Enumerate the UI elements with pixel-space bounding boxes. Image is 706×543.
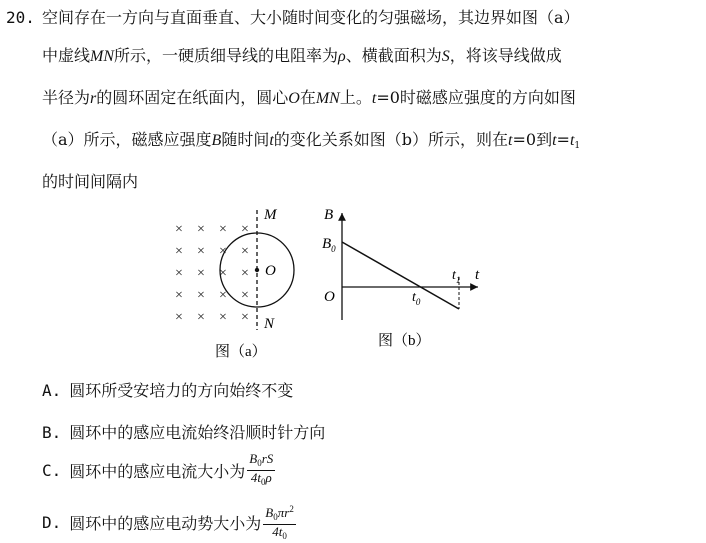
question-text: 上。 xyxy=(339,88,372,107)
symbol-s: S xyxy=(441,48,450,65)
question-text: 在 xyxy=(299,88,316,107)
fraction-d xyxy=(263,502,296,543)
frac-sub: 0 xyxy=(282,531,287,541)
frac-sym: 4t xyxy=(272,524,283,539)
option-a[interactable] xyxy=(42,378,293,401)
question-number: 20. xyxy=(6,8,35,27)
fraction-numerator xyxy=(263,502,296,525)
cross-mark: × xyxy=(175,266,183,281)
option-text: 圆环中的感应电流始终沿顺时针方向 xyxy=(69,423,326,442)
option-d[interactable] xyxy=(42,502,296,543)
label-m: M xyxy=(264,207,277,223)
label-t1-symbol: t xyxy=(452,268,456,283)
cross-mark: × xyxy=(219,288,227,303)
cross-mark: × xyxy=(241,244,249,259)
label-b0-subscript: 0 xyxy=(331,244,336,254)
frac-sub: 0 xyxy=(257,458,262,468)
question-text: = xyxy=(556,130,570,149)
cross-mark: × xyxy=(175,310,183,325)
question-text: =0时磁感应强度的方向如图 xyxy=(376,88,576,107)
center-point xyxy=(255,268,259,272)
question-line-5 xyxy=(42,172,138,192)
fraction-numerator xyxy=(247,452,275,471)
frac-sym: πr xyxy=(277,505,290,520)
frac-sym: B xyxy=(265,505,274,520)
cross-mark: × xyxy=(197,244,205,259)
cross-mark: × xyxy=(175,222,183,237)
question-text: 、横截面积为 xyxy=(345,46,442,65)
cross-mark: × xyxy=(241,288,249,303)
label-o: O xyxy=(265,263,276,279)
frac-sym: rS xyxy=(261,451,274,466)
question-text: 的时间间隔内 xyxy=(42,172,139,191)
question-line-1 xyxy=(42,8,580,28)
symbol-t1-subscript: 1 xyxy=(574,141,581,151)
label-t1 xyxy=(452,268,460,285)
option-text: 圆环所受安培力的方向始终不变 xyxy=(69,381,294,400)
frac-sup: 2 xyxy=(289,504,294,514)
question-text: 随时间 xyxy=(221,130,270,149)
magnetic-field-crosses xyxy=(175,222,249,325)
cross-mark: × xyxy=(197,266,205,281)
question-text: 半径为 xyxy=(42,88,91,107)
b-t-graph-line xyxy=(342,242,459,309)
axis-label-b: B xyxy=(324,207,334,223)
symbol-mn: MN xyxy=(315,90,340,107)
cross-mark: × xyxy=(241,266,249,281)
cross-mark: × xyxy=(241,310,249,325)
symbol-r: r xyxy=(90,90,97,107)
symbol-t: t xyxy=(371,90,377,107)
question-text: 中虚线 xyxy=(42,46,91,65)
symbol-t: t xyxy=(552,132,557,149)
question-text: 的圆环固定在纸面内，圆心 xyxy=(96,88,289,107)
symbol-b: B xyxy=(211,132,222,149)
option-text: 圆环中的感应电流大小为 xyxy=(69,462,246,481)
figure-a-caption: 图（a） xyxy=(215,344,267,360)
frac-sub: 0 xyxy=(273,512,278,522)
option-c[interactable] xyxy=(42,452,275,489)
cross-mark: × xyxy=(219,266,227,281)
cross-mark: × xyxy=(241,222,249,237)
option-label: D. xyxy=(42,513,62,532)
axis-label-t: t xyxy=(475,267,480,283)
symbol-t: t xyxy=(508,132,513,149)
option-b[interactable] xyxy=(42,420,325,443)
option-label: A. xyxy=(42,381,62,400)
fraction-denominator xyxy=(263,525,296,543)
question-text: ，将该导线做成 xyxy=(449,46,562,65)
cross-mark: × xyxy=(197,310,205,325)
option-label: B. xyxy=(42,423,62,442)
option-label: C. xyxy=(42,461,62,480)
cross-mark: × xyxy=(219,244,227,259)
fraction-c xyxy=(247,452,275,489)
frac-sub: 0 xyxy=(260,477,266,487)
frac-sym: 4t xyxy=(250,470,261,485)
question-text: =0到 xyxy=(512,130,553,149)
cross-mark: × xyxy=(219,310,227,325)
symbol-mn: MN xyxy=(90,48,115,65)
question-text: （a）所示，磁感应强度 xyxy=(42,130,212,149)
question-text: 所示，一硬质细导线的电阻率为 xyxy=(114,46,339,65)
option-text: 圆环中的感应电动势大小为 xyxy=(69,514,262,533)
cross-mark: × xyxy=(197,288,205,303)
fraction-denominator xyxy=(247,471,275,489)
figure-b-caption: 图（b） xyxy=(378,333,431,349)
question-line-2 xyxy=(42,46,562,67)
frac-sym: ρ xyxy=(265,470,272,485)
origin-label: O xyxy=(324,289,335,305)
label-t0-symbol: t xyxy=(412,290,416,305)
frac-sym: B xyxy=(249,451,258,466)
question-line-3 xyxy=(42,88,576,109)
label-n: N xyxy=(264,316,275,332)
label-t0 xyxy=(412,290,421,307)
symbol-t1: t xyxy=(569,132,575,149)
question-line-4 xyxy=(42,130,580,156)
cross-mark: × xyxy=(219,222,227,237)
symbol-o: O xyxy=(288,90,300,107)
question-text: 空间存在一方向与直面垂直、大小随时间变化的匀强磁场，其边界如图（a） xyxy=(42,8,580,27)
question-text: 的变化关系如图（b）所示，则在 xyxy=(273,130,509,149)
cross-mark: × xyxy=(175,244,183,259)
label-t1-subscript: 1 xyxy=(455,275,461,285)
figure-b xyxy=(316,200,496,350)
cross-mark: × xyxy=(175,288,183,303)
symbol-rho: ρ xyxy=(338,48,346,65)
cross-mark: × xyxy=(197,222,205,237)
figure-a xyxy=(160,200,300,365)
label-b0-symbol: B xyxy=(322,236,332,252)
label-b0 xyxy=(322,236,336,254)
label-t0-subscript: 0 xyxy=(415,297,421,307)
symbol-t: t xyxy=(269,132,274,149)
